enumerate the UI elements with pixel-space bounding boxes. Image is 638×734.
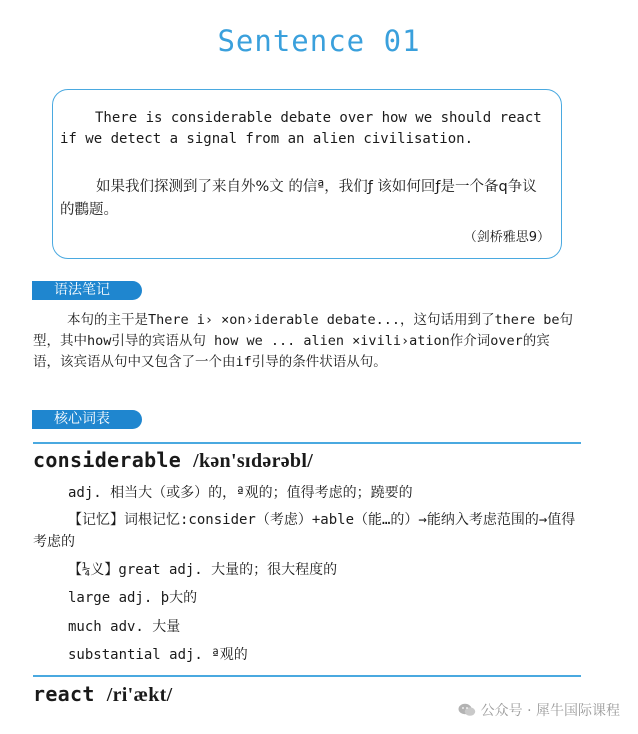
grammar-text: 本句的主干是There i› ×on›iderable debate...，这句话用到了there be句型，其中how引导的宾语从句 how we ... alien ×ivili›ation作介词over的宾语，该宾语从句中又包含了一个由if引导的条件状语从句。 [33, 312, 573, 370]
watermark [458, 700, 620, 720]
source-citation: （剑桥雅思9） [463, 230, 550, 245]
english-sentence: There is considerable debate over how we should react if we detect a signal from an alien civilisation. [60, 110, 542, 147]
vocab-heading: 核心词表 [32, 410, 142, 429]
phonetic: /kən'sɪdərəbl/ [193, 450, 314, 472]
phonetic: /ri'ækt/ [106, 684, 173, 706]
headword-text: considerable [33, 448, 182, 472]
synonym-item: much adv. 大量 [68, 619, 181, 635]
synonym-line: 【¼义】great adj. 大量的；很大程度的 [68, 562, 338, 578]
page-title: Sentence 01 [217, 24, 421, 58]
divider [33, 675, 581, 677]
headword-considerable [33, 448, 313, 473]
synonym-item: substantial adj. ª观的 [68, 647, 248, 663]
watermark-text: 公众号 · 犀牛国际课程 [480, 703, 620, 719]
wechat-icon [458, 703, 476, 717]
grammar-heading: 语法笔记 [32, 281, 142, 300]
grammar-notes [33, 310, 573, 373]
divider [33, 442, 581, 444]
headword-react [33, 682, 172, 707]
definition: adj. 相当大（或多）的，ª观的；值得考虑的；蹺要的 [68, 485, 413, 501]
synonym-item: large adj. þ大的 [68, 590, 198, 606]
memory-note: 【记忆】词根记忆:consider（考虑）+able（能…的）→能纳入考虑范围的→值得考虑的 [33, 512, 576, 550]
headword-text: react [33, 682, 95, 706]
chinese-translation: 如果我们探测到了来自外%文 的信ª，我们ƒ 该如何回ƒ是一个备q争议的鸜题。 [60, 179, 537, 218]
